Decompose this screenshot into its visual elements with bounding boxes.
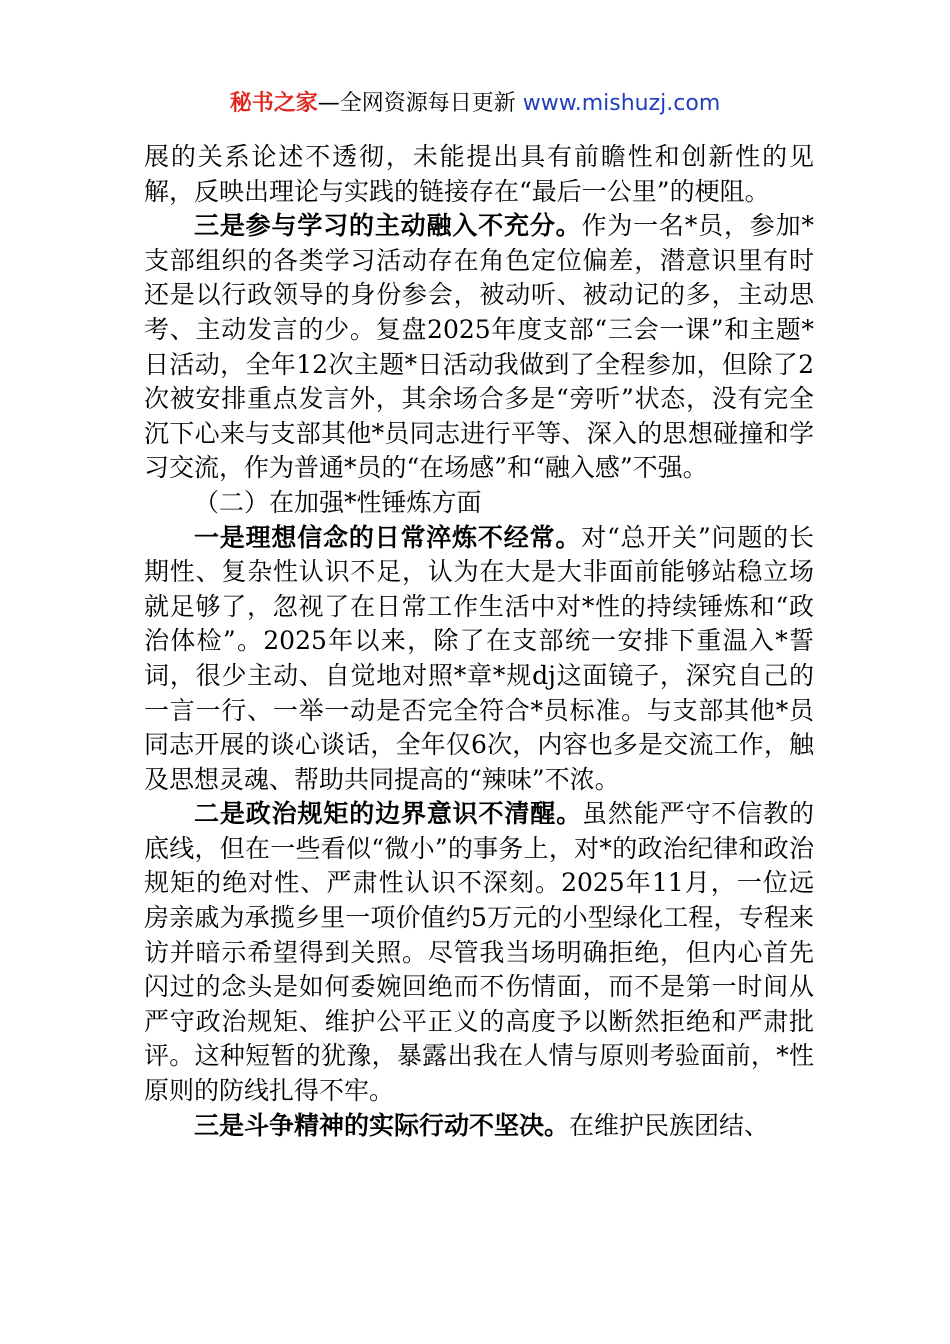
paragraph-point-one-ideals [144,521,814,798]
paragraph-text: 作为一名*员，参加*支部组织的各类学习活动存在角色定位偏差，潜意识里有时还是以行政领导的身份参会，被动听、被动记的多，主动思考、主动发言的少。复盘2025年度支部“三会一课”和主题*日活动，全年12次主题*日活动我做到了全程参加，但除了2次被安排重点发言外，其余场合多是“旁听”状态，没有完全沉下心来与支部其他*员同志进行平等、深入的思想碰撞和学习交流，作为普通*员的“在场感”和“融入感”不强。 [144,211,814,483]
paragraph-point-three-study [144,209,814,486]
section-heading-text: （二）在加强*性锤炼方面 [194,487,482,517]
site-slogan: —全网资源每日更新 [317,91,516,116]
paragraph-text: 展的关系论述不透彻，未能提出具有前瞻性和创新性的见解，反映出理论与实践的链接存在“最后一公里”的梗阻。 [144,142,814,206]
document-body [144,140,814,1143]
site-header [0,88,950,120]
paragraph-lead: 二是政治规矩的边界意识不清醒。 [194,799,583,829]
paragraph-lead: 三是斗争精神的实际行动不坚决。 [194,1110,570,1140]
section-heading [144,486,814,521]
paragraph-lead: 三是参与学习的主动融入不充分。 [194,211,582,241]
site-brand: 秘书之家 [229,91,318,116]
paragraph-text: 对“总开关”问题的长期性、复杂性认识不足，认为在大是大非面前能够站稳立场就足够了，忽视了在日常工作生活中对*性的持续锤炼和“政治体检”。2025年以来，除了在支部统一安排下重温入*誓词，很少主动、自觉地对照*章*规dj这面镜子，深究自己的一言一行、一举一动是否完全符合*员标准。与支部其他*员同志开展的谈心谈话，全年仅6次，内容也多是交流工作，触及思想灵魂、帮助共同提高的“辣味”不浓。 [144,522,814,794]
paragraph-lead: 一是理想信念的日常淬炼不经常。 [194,522,582,552]
paragraph-text: 在维护民族团结、 [569,1110,770,1140]
site-url-link[interactable]: www.mishuzj.com [522,91,721,116]
paragraph-text: 虽然能严守不信教的底线，但在一些看似“微小”的事务上，对*的政治纪律和政治规矩的绝对性、严肃性认识不深刻。2025年11月，一位远房亲戚为承揽乡里一项价值约5万元的小型绿化工程，专程来访并暗示希望得到关照。尽管我当场明确拒绝，但内心首先闪过的念头是如何委婉回绝而不伤情面，而不是第一时间从严守政治规矩、维护公平正义的高度予以断然拒绝和严肃批评。这种短暂的犹豫，暴露出我在人情与原则考验面前，*性原则的防线扎得不牢。 [144,799,814,1106]
paragraph-point-three-struggle [144,1109,814,1144]
paragraph-point-two-rules [144,797,814,1108]
paragraph-continuation [144,140,814,209]
